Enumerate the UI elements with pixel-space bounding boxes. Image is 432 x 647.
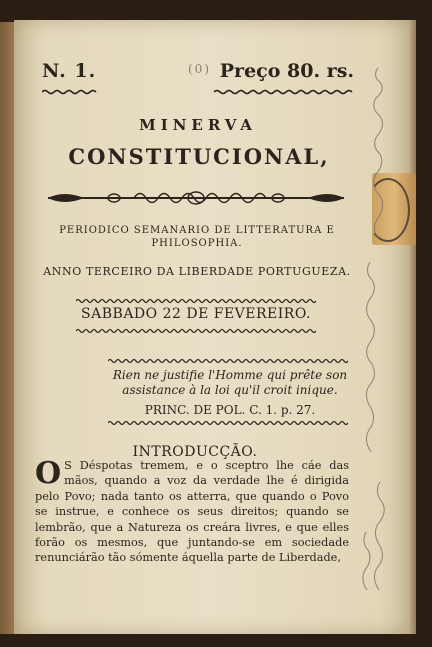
epigraph-rule-top: [108, 358, 348, 364]
date-rule-top: [76, 298, 316, 304]
date-rule-bottom: [76, 328, 316, 334]
issue-date: SABBADO 22 DE FEVEREIRO.: [81, 306, 311, 322]
header-underline: [42, 88, 354, 96]
issue-number: N. 1.: [42, 60, 97, 82]
epigraph-quote: Rien ne justifie l'Homme qui prête son assistance à la loi qu'il croit inique.: [112, 368, 348, 397]
title-line-1: MINERVA: [139, 116, 257, 134]
ornamental-rule: [44, 186, 348, 210]
handwritten-marginalia: [350, 62, 390, 622]
epigraph-rule-bottom: [108, 420, 348, 426]
subtitle: PERIODICO SEMANARIO DE LITTERATURA E PHILOSOPHIA.: [59, 225, 335, 249]
title-line-2: CONSTITUCIONAL,: [68, 144, 330, 169]
body-text: S Déspotas tremem, e o sceptro lhe cáe das mãos, quando a voz da verdade lhe é dirigida pelo Povo; nada tanto os atterra, que quando o Povo se instrue, e conhece os seus direitos; quando se lembrão, que a Natureza os creára livres, e que elles forão os mesmos, que juntando-se em sociedade renunciárão tão sómente áquella parte de Liberdade,: [35, 459, 349, 565]
section-heading: INTRODUCÇÃO.: [132, 444, 258, 460]
year-line: ANNO TERCEIRO DA LIBERDADE PORTUGUEZA.: [43, 265, 351, 278]
faded-stamp: (0): [188, 62, 211, 76]
drop-cap: O: [35, 456, 62, 491]
body-paragraph: [35, 458, 349, 566]
issue-price: Preço 80. rs.: [219, 60, 354, 82]
epigraph-citation: PRINC. DE POL. C. 1. p. 27.: [144, 403, 316, 417]
page-edge: [410, 20, 416, 634]
